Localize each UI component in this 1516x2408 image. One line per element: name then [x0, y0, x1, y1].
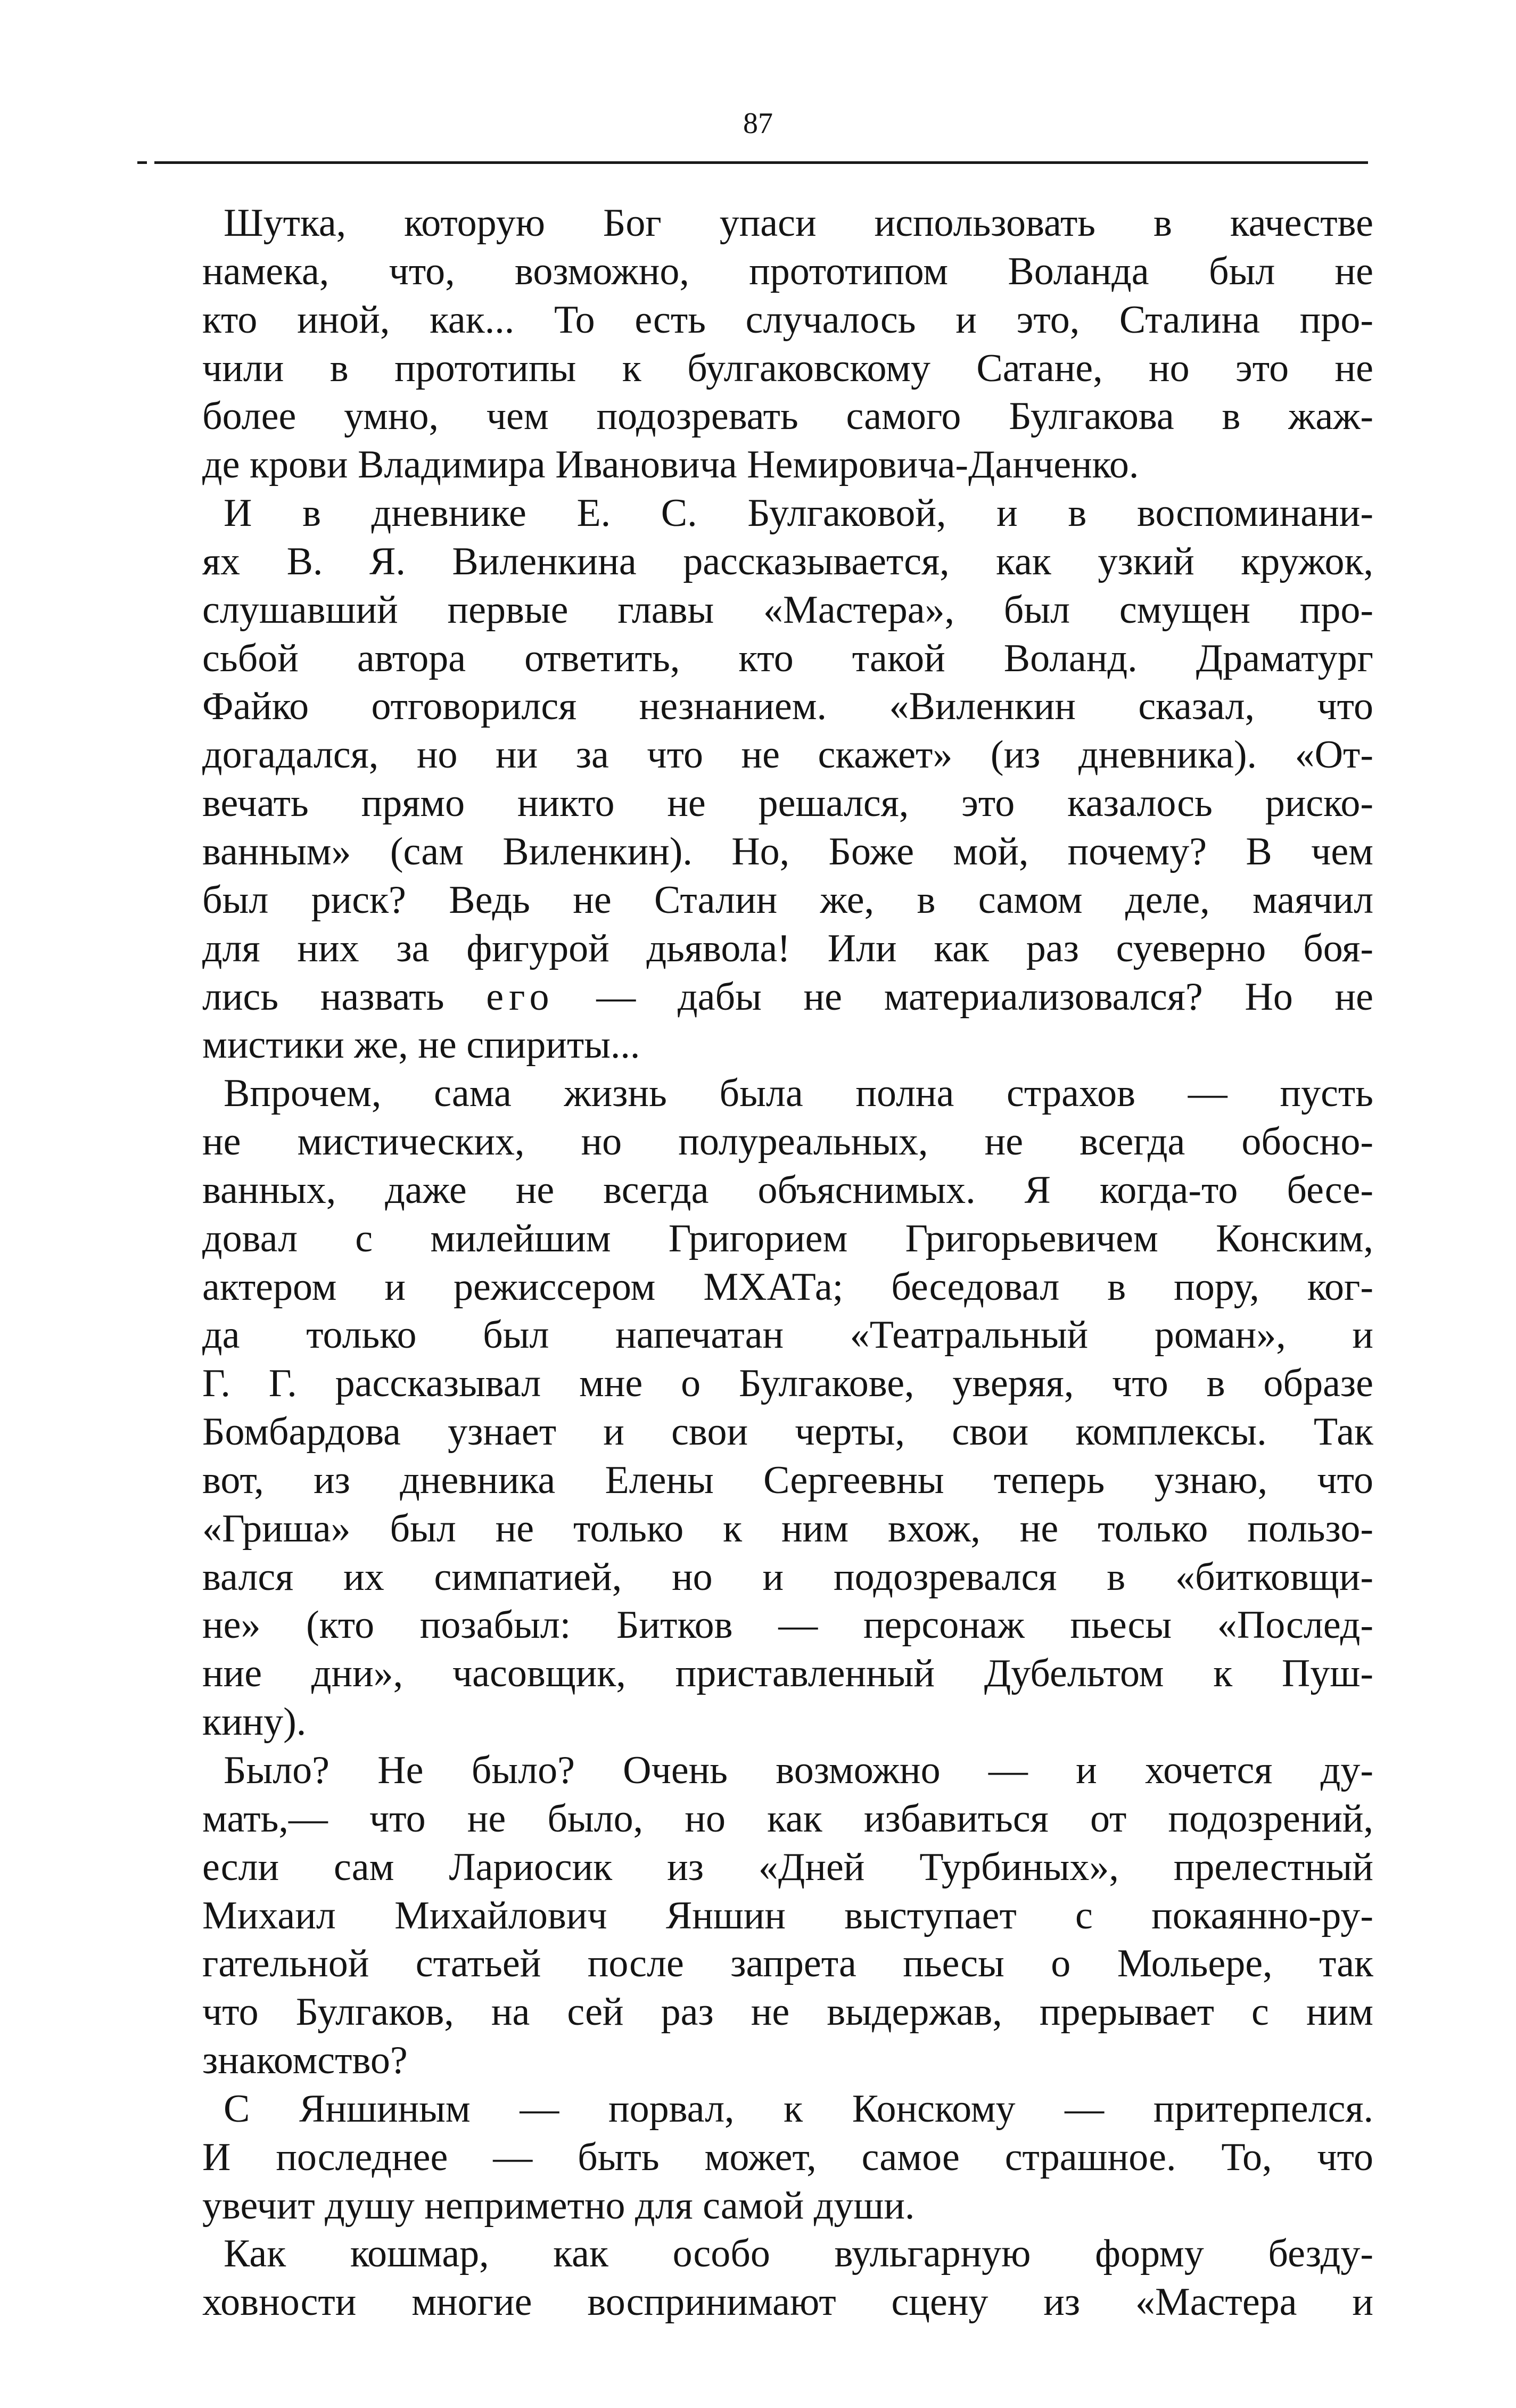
text-line: Как кошмар, как особо вульгарную форму безду- [224, 2232, 1373, 2276]
text-line: Впрочем, сама жизнь была полна страхов — пусть [224, 1071, 1373, 1116]
text-line: де крови Владимира Ивановича Немировича-Данченко. [202, 443, 1139, 487]
text-line: Файко отговорился незнанием. «Виленкин сказал, что [202, 685, 1373, 729]
page-number: 87 [743, 107, 773, 140]
text-line: ванным» (сам Виленкин). Но, Боже мой, почему? В чем [202, 829, 1373, 873]
text-line: кину). [202, 1700, 307, 1744]
text-line: догадался, но ни за что не скажет» (из дневника). «От- [202, 733, 1373, 777]
header-rule [154, 161, 1368, 164]
text-line: сьбой автора ответить, кто такой Воланд. Драматург [202, 636, 1373, 680]
text-line: для них за фигурой дьявола! Или как раз суеверно боя- [202, 926, 1373, 970]
text-line: намека, что, возможно, прототипом Воланда был не [202, 249, 1373, 293]
text-line: мать,— что не было, но как избавиться от подозрений, [202, 1796, 1373, 1841]
text-line: да только был напечатан «Театральный роман», и [202, 1313, 1373, 1357]
text-line-part: лись назвать [202, 975, 487, 1019]
text-line [202, 973, 1373, 1021]
text-line: кто иной, как... То есть случалось и это, Сталина про- [202, 298, 1373, 342]
text-line: ховности многие воспринимают сцену из «Мастера и [202, 2280, 1373, 2324]
text-line: слушавший первые главы «Мастера», был смущен про- [202, 588, 1373, 632]
text-line: не мистических, но полуреальных, не всегда обосно- [202, 1120, 1373, 1164]
text-line: гательной статьей после запрета пьесы о Мольере, так [202, 1942, 1373, 1986]
text-line: довал с милейшим Григорием Григорьевичем Конским, [202, 1216, 1373, 1260]
spaced-emphasis: его [486, 975, 555, 1019]
text-line: чили в прототипы к булгаковскому Сатане, но это не [202, 346, 1373, 390]
text-line: И последнее — быть может, самое страшное. То, что [202, 2135, 1373, 2179]
text-line: Было? Не было? Очень возможно — и хочется ду- [224, 1749, 1373, 1792]
text-line-part: — дабы не материализовался? Но не [554, 975, 1373, 1019]
text-line: знакомство? [202, 2039, 408, 2083]
header-rule-mark [137, 161, 147, 164]
text-line: Шутка, которую Бог упаси использовать в качестве [224, 201, 1373, 245]
text-line: вот, из дневника Елены Сергеевны теперь узнаю, что [202, 1458, 1373, 1502]
text-line: ние дни», часовщик, приставленный Дубельтом к Пуш- [202, 1652, 1373, 1696]
text-line: увечит душу неприметно для самой души. [202, 2183, 915, 2228]
text-line: ванных, даже не всегда объяснимых. Я когда-то бесе- [202, 1168, 1373, 1212]
text-line: был риск? Ведь не Сталин же, в самом деле, маячил [202, 878, 1373, 922]
text-line: С Яншиным — порвал, к Конскому — притерпелся. [224, 2087, 1373, 2131]
text-line: Бомбардова узнает и свои черты, свои комплексы. Так [202, 1410, 1373, 1454]
text-line: Г. Г. рассказывал мне о Булгакове, уверяя, что в образе [202, 1362, 1373, 1406]
text-line: «Гриша» был не только к ним вхож, не только пользо- [202, 1506, 1373, 1551]
text-line: вался их симпатией, но и подозревался в «битковщи- [202, 1555, 1373, 1599]
text-line: не» (кто позабыл: Битков — персонаж пьесы «Послед- [202, 1603, 1373, 1647]
text-line: вечать прямо никто не решался, это казалось риско- [202, 781, 1373, 826]
text-line: мистики же, не спириты... [202, 1023, 640, 1067]
text-line: если сам Лариосик из «Дней Турбиных», прелестный [202, 1845, 1373, 1889]
body-text [202, 199, 1373, 2327]
text-line: Михаил Михайлович Яншин выступает с покаянно-ру- [202, 1893, 1373, 1937]
text-line: актером и режиссером МХАТа; беседовал в пору, ког- [202, 1265, 1373, 1309]
text-line: что Булгаков, на сей раз не выдержав, прерывает с ним [202, 1990, 1373, 2034]
text-line: И в дневнике Е. С. Булгаковой, и в воспоминани- [224, 491, 1373, 535]
text-line: ях В. Я. Виленкина рассказывается, как узкий кружок, [202, 539, 1373, 583]
text-line: более умно, чем подозревать самого Булгакова в жаж- [202, 394, 1373, 439]
